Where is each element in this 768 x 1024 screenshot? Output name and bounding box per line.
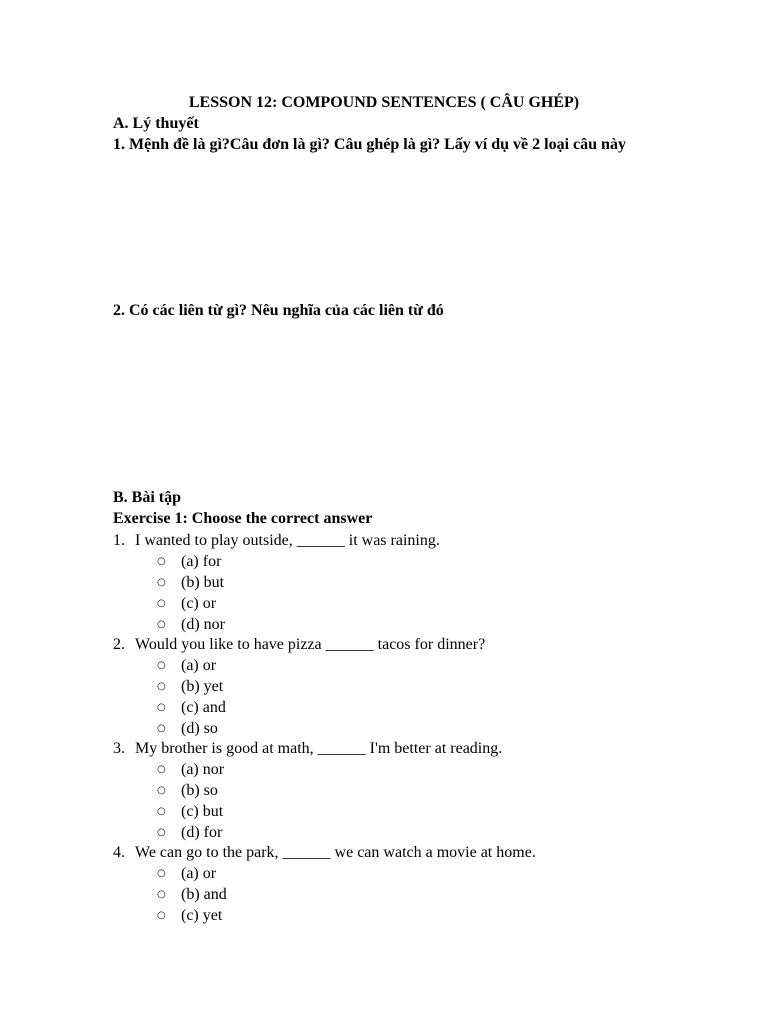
circle-bullet-icon: ○ xyxy=(157,577,166,588)
option-label: (b) so xyxy=(181,782,218,799)
circle-bullet-icon: ○ xyxy=(157,889,166,900)
question-3 xyxy=(113,739,502,760)
answer-option[interactable] xyxy=(157,615,225,636)
question-2 xyxy=(113,635,485,656)
circle-bullet-icon: ○ xyxy=(157,764,166,775)
question-1 xyxy=(113,531,440,552)
option-label: (d) so xyxy=(181,720,218,737)
option-label: (a) or xyxy=(181,657,217,674)
answer-option[interactable] xyxy=(157,552,221,573)
answer-option[interactable] xyxy=(157,781,218,802)
option-label: (c) but xyxy=(181,803,224,820)
answer-option[interactable] xyxy=(157,760,224,781)
option-label: (d) for xyxy=(181,824,223,841)
circle-bullet-icon: ○ xyxy=(157,868,166,879)
answer-option[interactable] xyxy=(157,573,224,594)
section-b-heading: B. Bài tập xyxy=(113,489,182,506)
circle-bullet-icon: ○ xyxy=(157,702,166,713)
theory-question-1: 1. Mệnh đề là gì?Câu đơn là gì? Câu ghép là gì? Lấy ví dụ về 2 loại câu này xyxy=(113,136,626,153)
option-label: (c) yet xyxy=(181,907,223,924)
circle-bullet-icon: ○ xyxy=(157,806,166,817)
circle-bullet-icon: ○ xyxy=(157,660,166,671)
theory-question-2: 2. Có các liên từ gì? Nêu nghĩa của các liên từ đó xyxy=(113,302,444,319)
question-text: My brother is good at math, ______ I'm better at reading. xyxy=(135,740,503,757)
option-label: (a) or xyxy=(181,865,217,882)
lesson-title: LESSON 12: COMPOUND SENTENCES ( CÂU GHÉP) xyxy=(188,94,580,111)
answer-option[interactable] xyxy=(157,677,223,698)
question-text: Would you like to have pizza ______ tacos for dinner? xyxy=(135,636,486,653)
circle-bullet-icon: ○ xyxy=(157,681,166,692)
question-4 xyxy=(113,843,536,864)
circle-bullet-icon: ○ xyxy=(157,556,166,567)
option-label: (c) and xyxy=(181,699,226,716)
question-text: We can go to the park, ______ we can watch a movie at home. xyxy=(135,844,536,861)
option-label: (b) yet xyxy=(181,678,224,695)
circle-bullet-icon: ○ xyxy=(157,910,166,921)
question-number: 1. xyxy=(113,532,125,549)
answer-option[interactable] xyxy=(157,864,216,885)
question-number: 3. xyxy=(113,740,125,757)
option-label: (a) nor xyxy=(181,761,225,778)
question-number: 4. xyxy=(113,844,125,861)
answer-option[interactable] xyxy=(157,823,222,844)
option-label: (c) or xyxy=(181,595,217,612)
answer-option[interactable] xyxy=(157,594,216,615)
option-label: (b) and xyxy=(181,886,227,903)
option-label: (a) for xyxy=(181,553,222,570)
answer-option[interactable] xyxy=(157,906,222,927)
answer-option[interactable] xyxy=(157,719,218,740)
section-a-heading: A. Lý thuyết xyxy=(113,115,199,132)
circle-bullet-icon: ○ xyxy=(157,723,166,734)
answer-option[interactable] xyxy=(157,656,216,677)
answer-option[interactable] xyxy=(157,802,223,823)
question-text: I wanted to play outside, ______ it was raining. xyxy=(135,532,440,549)
circle-bullet-icon: ○ xyxy=(157,619,166,630)
circle-bullet-icon: ○ xyxy=(157,827,166,838)
option-label: (d) nor xyxy=(181,616,225,633)
circle-bullet-icon: ○ xyxy=(157,785,166,796)
question-number: 2. xyxy=(113,636,125,653)
answer-option[interactable] xyxy=(157,698,226,719)
exercise-1-title: Exercise 1: Choose the correct answer xyxy=(113,510,373,527)
option-label: (b) but xyxy=(181,574,225,591)
circle-bullet-icon: ○ xyxy=(157,598,166,609)
answer-option[interactable] xyxy=(157,885,227,906)
